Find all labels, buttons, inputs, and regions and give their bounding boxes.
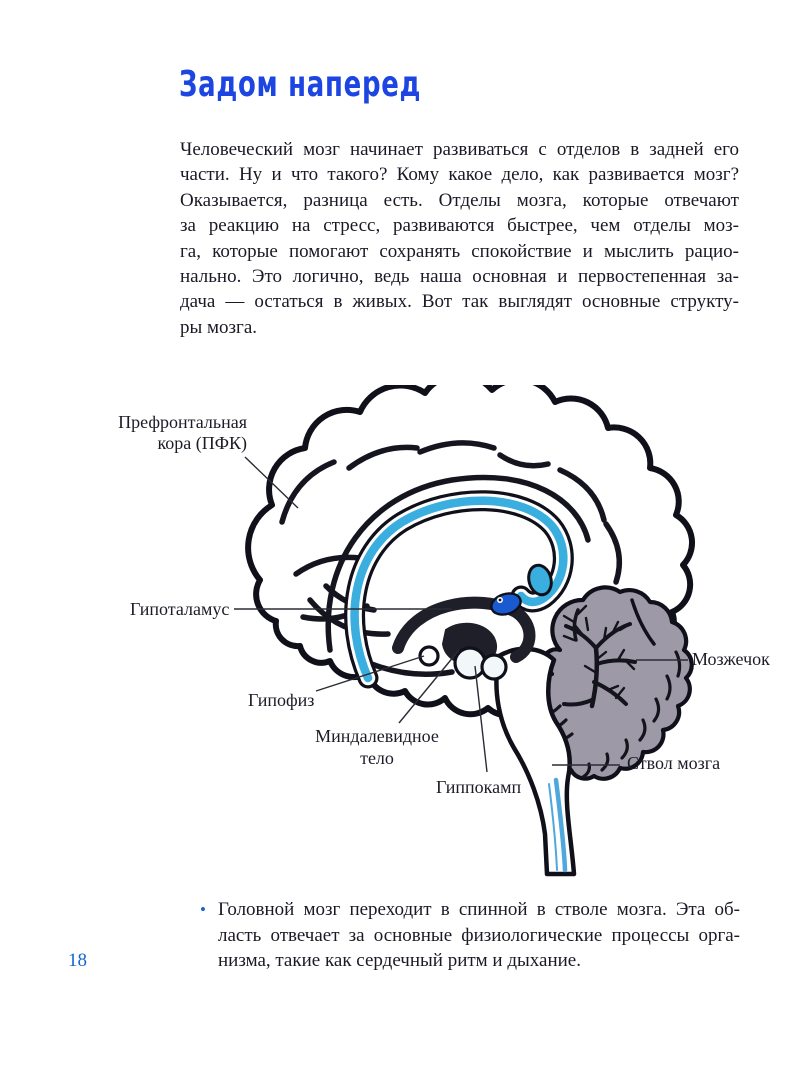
mammillary-bodies (482, 655, 506, 679)
paragraph-line: нально. Это логично, ведь наша основная и первостепенная за- (180, 266, 739, 288)
intro-paragraph (180, 137, 739, 340)
label-brainstem: Ствол мозга (627, 753, 721, 773)
label-cerebellum: Мозжечок (692, 649, 770, 669)
label-pituitary: Гипофиз (248, 690, 315, 710)
paragraph-line: Человеческий мозг начинает развиваться с отделов в задней его (180, 139, 739, 160)
bullet-line: Головной мозг переходит в спинной в стволе мозга. Эта об- (218, 899, 740, 920)
paragraph-line: дача — остаться в живых. Вот так выглядят основные структу- (180, 291, 739, 313)
paragraph-line: Оказывается, разница есть. Отделы мозга, которые отвечают (180, 189, 739, 211)
bullet-line: низма, такие как сердечный ритм и дыхание. (218, 950, 581, 971)
label-hippocampus: Гиппокамп (436, 777, 522, 797)
paragraph-line: за реакцию на стресс, развиваются быстрее, чем отделы моз- (180, 215, 739, 237)
bullet-marker-icon: • (200, 900, 206, 919)
paragraph-line: части. Ну и что такого? Кому какое дело, как развивается мозг? (180, 164, 739, 186)
label-prefrontal-cortex (85, 412, 247, 453)
label-line: Префронтальная (118, 412, 247, 432)
mammillary-bodies (455, 648, 485, 678)
label-line: Миндалевидное (315, 726, 439, 746)
label-line: кора (ПФК) (157, 432, 247, 453)
page-number: 18 (68, 950, 87, 971)
bullet-text (218, 897, 740, 974)
brain-diagram (0, 385, 812, 885)
paragraph-line: га, которые помогают сохранять спокойствие и мыслить рацио- (180, 240, 739, 262)
bullet-note (200, 897, 740, 974)
label-amygdala (315, 725, 439, 769)
label-hypothalamus: Гипоталамус (130, 599, 230, 619)
label-line: тело (360, 748, 394, 768)
paragraph-line: ры мозга. (180, 316, 258, 338)
chapter-title: Задом наперед (179, 64, 422, 105)
bullet-line: ласть отвечает за основные физиологические процессы орга- (218, 924, 740, 946)
